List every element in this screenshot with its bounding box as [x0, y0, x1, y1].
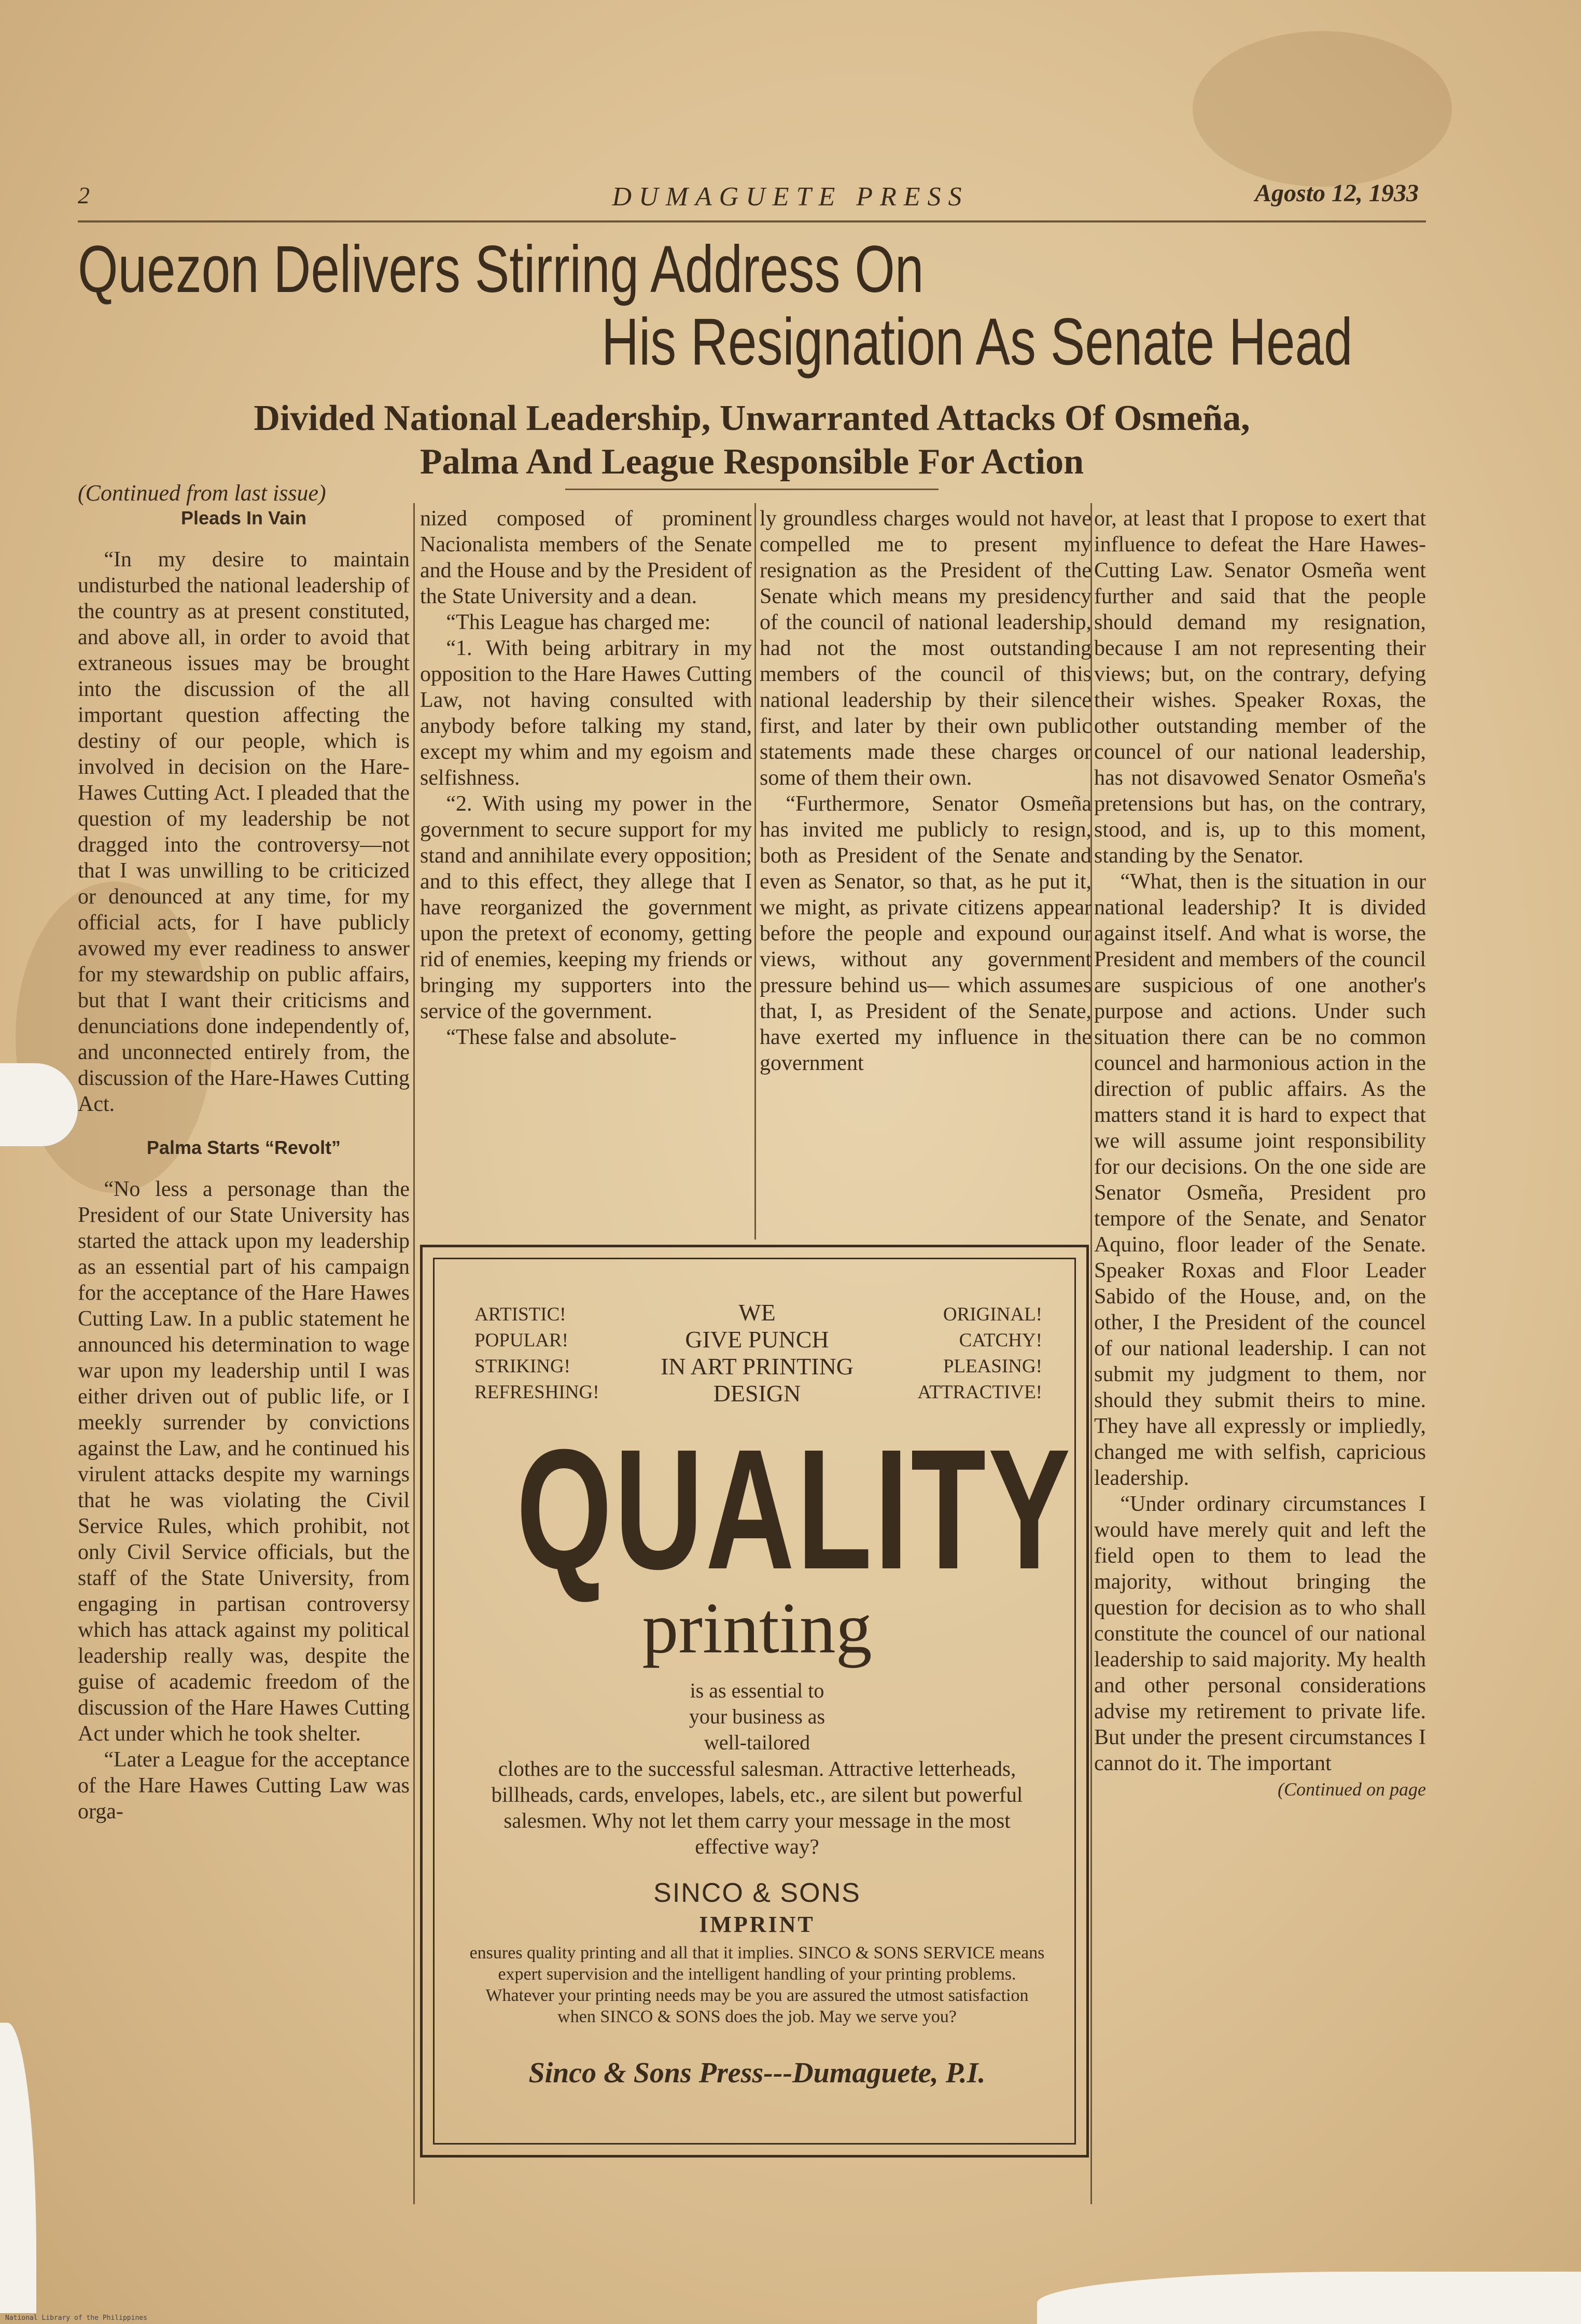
ad-slogan-line: WE: [738, 1299, 776, 1326]
subhead-palma-starts-revolt: Palma Starts “Revolt”: [146, 1137, 341, 1158]
ad-word: CATCHY!: [959, 1330, 1042, 1351]
ad-body-line: is as essential to: [690, 1679, 824, 1702]
article-paragraph: “Furthermore, Senator Osmeña has invited me publicly to resign, both as President of the Senate and even as Senator, so that, as he put it, we might, as private citizens appear before the people and expound our views, without any government pressure behind us— which assumes that, I, as President of the Senate, have exerted my influence in the government: [760, 792, 1092, 1075]
article-column-4: [1094, 506, 1426, 1802]
ad-quality-word: QUALITY: [516, 1413, 1073, 1605]
continued-from-note: (Continued from last issue): [78, 480, 326, 506]
article-paragraph: “What, then is the situation in our national leadership? It is divided against itself. And what is worse, the President and members of the council are suspicious of one another's purpose and actions. Under such situation there can be no common councel and harmonious action in the direction of public affairs. As the matters stand it is hard to expect that we will assume joint responsibility for our decisions. On the one side are Senator Osmeña, President pro tempore of the Senate, and Senator Aquino, floor leader of the Senate. Speaker Roxas and Floor Leader Sabido of the House, and, on the other, I the President of the councel of our national leadership. I can not submit my judgment to them, nor should they submit theirs to mine. They have all expressly or impliedly, changed me with selfish, capricious leadership.: [1094, 870, 1426, 1490]
article-paragraph: “No less a personage than the President of our State University has started the attack upon my leadership as an essential part of his campaign for the acceptance of the Hare Hawes Cutting Law. In a public statement he announced his determination to wage war upon my leadership until I was either driven out of public life, or I meekly surrender by convictions against the Law, and he continued his virulent attacks despite my warnings that he was violating the Civil Service Rules, which prohibit, not only Civil Service officials, but the staff of the State University, from engaging in partisan controversy which has attack against my political leadership really was, despite the guise of academic freedom of the discussion of the Hare Hawes Cutting Act under which he took shelter.: [78, 1177, 410, 1746]
column-rule: [413, 503, 415, 2204]
ad-body-text: clothes are to the successful salesman. Attractive letterheads, billheads, cards, envelopes, labels, etc., are silent but powerful salesmen. Why not let them carry your message in the most effective way?: [491, 1757, 1023, 1858]
masthead-rule: [78, 220, 1426, 222]
ad-word: REFRESHING!: [474, 1382, 599, 1403]
ad-slogan-line: DESIGN: [713, 1380, 801, 1407]
article-column-1: [78, 498, 410, 1825]
paper-stain: [1193, 31, 1452, 187]
ad-imprint-label: IMPRINT: [699, 1912, 815, 1937]
headline-line-2: His Resignation As Senate Head: [601, 305, 1353, 379]
ad-company-name: SINCO & SONS: [653, 1878, 861, 1908]
torn-edge: [0, 2023, 36, 2313]
continued-on-note: (Continued on page: [1278, 1779, 1426, 1800]
ad-word: STRIKING!: [474, 1356, 570, 1377]
deck-line-2: Palma And League Responsible For Action: [419, 442, 1084, 482]
article-paragraph: “These false and absolute-: [446, 1025, 677, 1049]
column-rule: [754, 503, 756, 1240]
ad-signature: Sinco & Sons Press---Dumaguete, P.I.: [528, 2057, 986, 2089]
article-paragraph: nized composed of prominent Nacionalista members of the Senate and the House and by the President of the State University and a dean.: [420, 507, 752, 608]
headline-line-1: Quezon Delivers Stirring Address On: [78, 232, 924, 307]
article-paragraph: “This League has charged me:: [446, 610, 711, 634]
ad-right-words: [918, 1302, 1042, 1405]
article-paragraph: “1. With being arbitrary in my opposition to the Hare Hawes Cutting Law, not having consulted with anybody before talking my stand, except my whim and my egoism and selfishness.: [420, 636, 752, 790]
ad-slogan-line: IN ART PRINTING: [660, 1353, 854, 1380]
article-paragraph: or, at least that I propose to exert that influence to defeat the Hare Hawes-Cutting Law. Senator Osmeña went further and said that the people should demand my resignation, because I am not representing their views; but, on the contrary, defying their wishes. Speaker Roxas, the other outstanding member of the councel of our national leadership, has not disavowed Senator Osmeña's pretensions but has, on the contrary, stood, and is, up to this moment, standing by the Senator.: [1094, 507, 1426, 868]
ad-word: ORIGINAL!: [943, 1304, 1042, 1325]
article-paragraph: “In my desire to maintain undisturbed the national leadership of the country as at present constituted, and above all, in order to avoid that extraneous issues may be brought into the discussion of the all important question affecting the destiny of our people, which is involved in decision on the Hare-Hawes Cutting Act. I pleaded that the question of my leadership be not dragged into the controversy—not that I was unwilling to be criticized or denounced at any time, for my official acts, for I have publicly avowed my ever readiness to answer for my stewardship on public affairs, but that I want their criticisms and denunciations done independently of, and unconnected entirely from, the discussion of the Hare-Hawes Cutting Act.: [78, 548, 410, 1116]
newspaper-name: DUMAGUETE PRESS: [612, 182, 969, 212]
ad-body-line: well-tailored: [704, 1731, 810, 1754]
ad-printing-word: printing: [642, 1588, 872, 1668]
article-column-3: [760, 506, 1092, 1076]
ad-service-text: ensures quality printing and all that it implies. SINCO & SONS SERVICE means expert supervision and the intelligent handling of your printing problems. Whatever your printing needs may be you are assured the utmost satisfaction when SINCO & SONS does the job. May we serve you?: [469, 1943, 1045, 2026]
page-number: 2: [78, 182, 90, 208]
ad-slogan-line: GIVE PUNCH: [685, 1326, 829, 1353]
ad-word: ARTISTIC!: [474, 1304, 566, 1325]
archive-footer: National Library of the Philippines: [5, 2314, 147, 2322]
quality-printing-advertisement: [420, 1245, 1089, 2158]
subhead-pleads-in-vain: Pleads In Vain: [180, 507, 307, 528]
deck-rule: [565, 489, 939, 490]
deck-headline: [119, 397, 1384, 484]
ad-word: PLEASING!: [943, 1356, 1042, 1377]
torn-edge: [1037, 2272, 1581, 2324]
ad-word: ATTRACTIVE!: [917, 1382, 1042, 1403]
ad-body-lines: [423, 1678, 1092, 1756]
ad-word: POPULAR!: [474, 1330, 568, 1351]
issue-date: Agosto 12, 1933: [1255, 179, 1419, 207]
article-paragraph: “Later a League for the acceptance of the Hare Hawes Cutting Law was orga-: [78, 1748, 410, 1824]
article-paragraph: “Under ordinary circumstances I would have merely quit and left the field open to them to lead the majority, without bringing the question for decision as to who shall constitute the councel of our national leadership to said majority. My health and other personal considerations advise my retirement to private life. But under the present circumstances I cannot do it. The important: [1094, 1492, 1426, 1775]
article-column-2: [420, 506, 752, 1050]
article-paragraph: ly groundless charges would not have compelled me to present my resignation as the President of the Senate which means my presidency of the council of national leadership, had not the most outstanding members of the council of this national leadership by their silence first, and later by their own public statements made these charges or some of them their own.: [760, 507, 1092, 790]
deck-line-1: Divided National Leadership, Unwarranted Attacks Of Osmeña,: [254, 398, 1250, 438]
ad-body-line: your business as: [689, 1705, 826, 1728]
article-paragraph: “2. With using my power in the government to secure support for my stand and annihilate every opposition; and to this effect, they allege that I have reorganized the government upon the pretext of economy, getting rid of enemies, keeping my friends or bringing my supporters into the service of the government.: [420, 792, 752, 1023]
